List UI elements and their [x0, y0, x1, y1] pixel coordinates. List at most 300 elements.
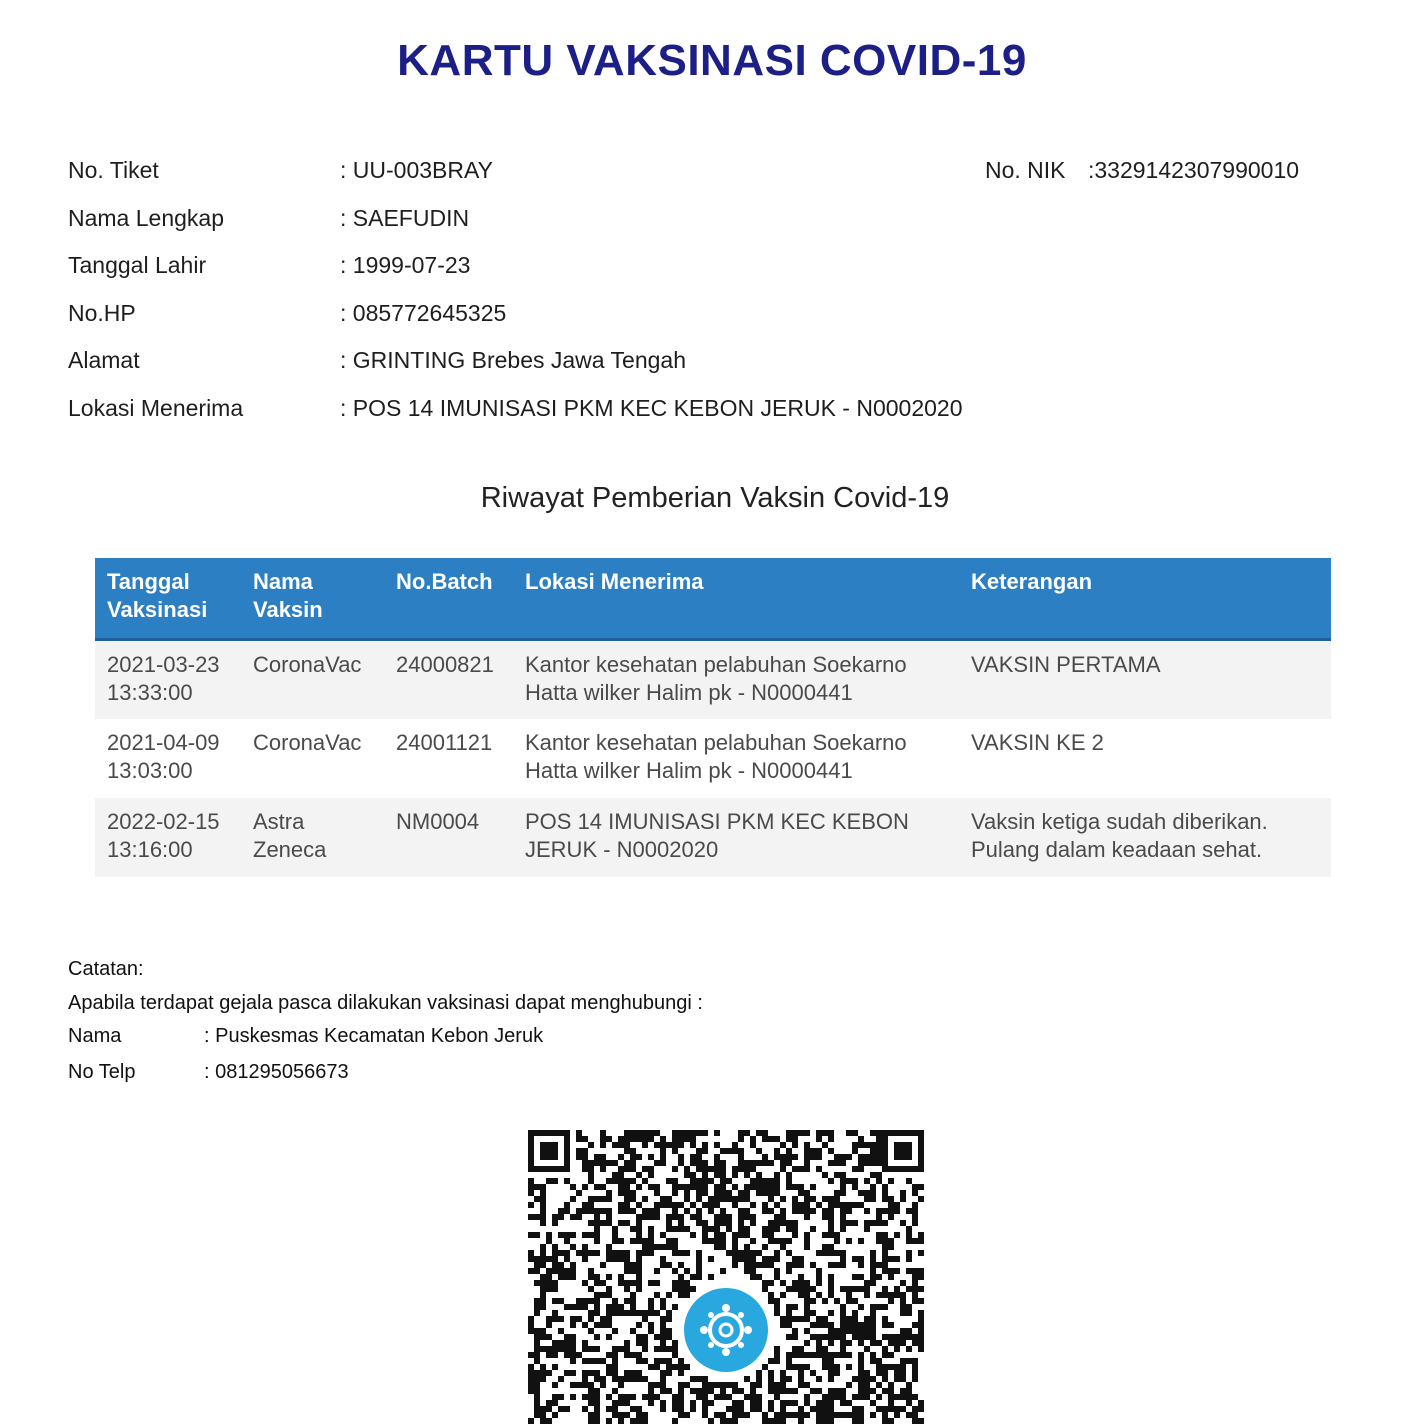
qr-module: [660, 1298, 666, 1304]
qr-module: [774, 1352, 780, 1358]
qr-module: [750, 1238, 756, 1244]
qr-module: [774, 1412, 780, 1418]
qr-module: [804, 1190, 810, 1196]
qr-module: [774, 1178, 780, 1184]
qr-module: [774, 1214, 780, 1220]
qr-module: [708, 1400, 714, 1406]
phone-label: No.HP: [68, 300, 136, 326]
qr-module: [798, 1256, 804, 1262]
qr-module: [780, 1238, 786, 1244]
qr-module: [636, 1268, 642, 1274]
qr-module: [552, 1250, 558, 1256]
qr-module: [816, 1418, 822, 1424]
qr-module: [540, 1334, 546, 1340]
qr-module: [528, 1214, 534, 1220]
qr-module: [852, 1166, 858, 1172]
qr-module: [726, 1406, 732, 1412]
qr-module: [846, 1328, 852, 1334]
qr-module: [546, 1232, 552, 1238]
qr-module: [894, 1268, 900, 1274]
qr-module: [900, 1376, 906, 1382]
qr-module: [744, 1190, 750, 1196]
qr-module: [870, 1334, 876, 1340]
qr-module: [648, 1364, 654, 1370]
qr-module: [840, 1208, 846, 1214]
qr-module: [678, 1370, 684, 1376]
qr-module: [528, 1388, 534, 1394]
qr-module: [888, 1268, 894, 1274]
qr-module: [558, 1328, 564, 1334]
qr-module: [732, 1196, 738, 1202]
qr-module: [714, 1202, 720, 1208]
qr-module: [624, 1268, 630, 1274]
qr-module: [798, 1364, 804, 1370]
qr-module: [570, 1304, 576, 1310]
qr-module: [684, 1208, 690, 1214]
qr-module: [894, 1292, 900, 1298]
qr-module: [840, 1286, 846, 1292]
qr-module: [588, 1412, 594, 1418]
qr-module: [648, 1382, 654, 1388]
qr-module: [858, 1238, 864, 1244]
qr-module: [576, 1190, 582, 1196]
qr-module: [564, 1268, 570, 1274]
qr-module: [780, 1322, 786, 1328]
qr-module: [618, 1154, 624, 1160]
qr-module: [720, 1244, 726, 1250]
qr-module: [768, 1220, 774, 1226]
qr-module: [570, 1370, 576, 1376]
qr-module: [804, 1208, 810, 1214]
qr-module: [702, 1382, 708, 1388]
qr-module: [876, 1304, 882, 1310]
qr-module: [714, 1160, 720, 1166]
qr-module: [738, 1406, 744, 1412]
qr-module: [564, 1304, 570, 1310]
qr-module: [786, 1268, 792, 1274]
qr-module: [534, 1406, 540, 1412]
qr-module: [666, 1316, 672, 1322]
qr-module: [618, 1250, 624, 1256]
qr-module: [540, 1262, 546, 1268]
qr-module: [612, 1172, 618, 1178]
qr-module: [762, 1262, 768, 1268]
qr-module: [624, 1346, 630, 1352]
qr-module: [840, 1250, 846, 1256]
qr-module: [606, 1256, 612, 1262]
qr-module: [834, 1160, 840, 1166]
qr-module: [630, 1160, 636, 1166]
qr-module: [534, 1310, 540, 1316]
qr-module: [636, 1130, 642, 1136]
qr-module: [798, 1418, 804, 1424]
qr-module: [720, 1208, 726, 1214]
qr-module: [690, 1274, 696, 1280]
qr-module: [810, 1148, 816, 1154]
qr-module: [564, 1334, 570, 1340]
qr-module: [630, 1154, 636, 1160]
qr-module: [540, 1328, 546, 1334]
qr-module: [594, 1274, 600, 1280]
qr-module: [702, 1202, 708, 1208]
qr-module: [894, 1394, 900, 1400]
qr-module: [618, 1256, 624, 1262]
qr-module: [690, 1178, 696, 1184]
qr-module: [696, 1376, 702, 1382]
qr-module: [876, 1148, 882, 1154]
qr-module: [852, 1412, 858, 1418]
qr-module: [672, 1244, 678, 1250]
qr-module: [828, 1340, 834, 1346]
qr-module: [900, 1394, 906, 1400]
qr-module: [822, 1352, 828, 1358]
qr-module: [738, 1130, 744, 1136]
qr-module: [864, 1370, 870, 1376]
qr-module: [840, 1316, 846, 1322]
qr-module: [858, 1160, 864, 1166]
ticket-label: No. Tiket: [68, 157, 159, 183]
qr-module: [588, 1274, 594, 1280]
qr-module: [660, 1370, 666, 1376]
qr-module: [756, 1274, 762, 1280]
qr-module: [804, 1238, 810, 1244]
qr-module: [804, 1202, 810, 1208]
qr-module: [708, 1388, 714, 1394]
qr-module: [606, 1286, 612, 1292]
qr-module: [726, 1190, 732, 1196]
qr-module: [708, 1208, 714, 1214]
qr-module: [612, 1160, 618, 1166]
qr-module: [894, 1334, 900, 1340]
qr-module: [852, 1310, 858, 1316]
qr-module: [708, 1274, 714, 1280]
qr-module: [840, 1202, 846, 1208]
qr-module: [780, 1370, 786, 1376]
qr-module: [804, 1316, 810, 1322]
qr-module: [870, 1130, 876, 1136]
qr-module: [858, 1274, 864, 1280]
qr-module: [636, 1226, 642, 1232]
qr-module: [648, 1280, 654, 1286]
qr-module: [900, 1340, 906, 1346]
qr-module: [774, 1250, 780, 1256]
qr-module: [828, 1418, 834, 1424]
qr-module: [882, 1238, 888, 1244]
qr-module: [708, 1196, 714, 1202]
qr-module: [816, 1250, 822, 1256]
qr-module: [672, 1208, 678, 1214]
qr-module: [774, 1190, 780, 1196]
contact-name-label: Nama: [68, 1025, 122, 1047]
qr-module: [816, 1292, 822, 1298]
qr-module: [870, 1220, 876, 1226]
qr-module: [810, 1154, 816, 1160]
qr-module: [762, 1208, 768, 1214]
qr-module: [630, 1418, 636, 1424]
qr-module: [648, 1388, 654, 1394]
qr-module: [732, 1250, 738, 1256]
qr-module: [768, 1238, 774, 1244]
qr-module: [684, 1412, 690, 1418]
qr-module: [738, 1190, 744, 1196]
qr-module: [720, 1238, 726, 1244]
qr-module: [804, 1292, 810, 1298]
qr-module: [696, 1214, 702, 1220]
qr-module: [834, 1172, 840, 1178]
qr-module: [636, 1250, 642, 1256]
qr-module: [600, 1184, 606, 1190]
qr-module: [672, 1286, 678, 1292]
qr-module: [798, 1370, 804, 1376]
qr-module: [900, 1298, 906, 1304]
qr-module: [798, 1274, 804, 1280]
qr-module: [624, 1148, 630, 1154]
qr-module: [768, 1256, 774, 1262]
qr-finder-top-right: [882, 1130, 924, 1172]
qr-module: [702, 1226, 708, 1232]
qr-module: [792, 1196, 798, 1202]
qr-module: [732, 1382, 738, 1388]
qr-module: [612, 1364, 618, 1370]
qr-module: [774, 1154, 780, 1160]
qr-module: [906, 1346, 912, 1352]
qr-module: [822, 1214, 828, 1220]
qr-module: [804, 1352, 810, 1358]
qr-module: [828, 1148, 834, 1154]
qr-module: [894, 1412, 900, 1418]
qr-module: [738, 1400, 744, 1406]
qr-module: [870, 1184, 876, 1190]
qr-module: [870, 1388, 876, 1394]
qr-module: [864, 1280, 870, 1286]
qr-module: [720, 1196, 726, 1202]
qr-module: [804, 1340, 810, 1346]
qr-module: [666, 1244, 672, 1250]
qr-module: [642, 1136, 648, 1142]
qr-module: [588, 1370, 594, 1376]
qr-module: [870, 1412, 876, 1418]
qr-module: [630, 1190, 636, 1196]
qr-module: [648, 1214, 654, 1220]
qr-module: [858, 1142, 864, 1148]
table-header-row: [95, 558, 1331, 640]
qr-module: [876, 1382, 882, 1388]
qr-module: [594, 1418, 600, 1424]
qr-module: [636, 1406, 642, 1412]
qr-module: [594, 1226, 600, 1232]
qr-module: [558, 1274, 564, 1280]
qr-module: [780, 1316, 786, 1322]
qr-module: [780, 1382, 786, 1388]
qr-module: [888, 1208, 894, 1214]
qr-module: [876, 1220, 882, 1226]
qr-module: [696, 1262, 702, 1268]
qr-module: [906, 1382, 912, 1388]
qr-module: [882, 1388, 888, 1394]
qr-module: [666, 1178, 672, 1184]
qr-module: [768, 1190, 774, 1196]
qr-module: [882, 1322, 888, 1328]
qr-module: [594, 1184, 600, 1190]
qr-module: [666, 1370, 672, 1376]
qr-module: [774, 1394, 780, 1400]
qr-module: [822, 1142, 828, 1148]
address-value: : GRINTING Brebes Jawa Tengah: [340, 345, 686, 375]
qr-module: [552, 1364, 558, 1370]
qr-module: [636, 1220, 642, 1226]
qr-module: [762, 1154, 768, 1160]
qr-module: [588, 1196, 594, 1202]
qr-module: [642, 1214, 648, 1220]
qr-module: [660, 1244, 666, 1250]
qr-module: [870, 1268, 876, 1274]
qr-module: [654, 1214, 660, 1220]
qr-module: [792, 1226, 798, 1232]
qr-module: [858, 1136, 864, 1142]
qr-module: [636, 1286, 642, 1292]
qr-module: [672, 1142, 678, 1148]
qr-module: [750, 1184, 756, 1190]
qr-module: [900, 1406, 906, 1412]
qr-module: [654, 1346, 660, 1352]
qr-module: [558, 1316, 564, 1322]
qr-module: [570, 1196, 576, 1202]
qr-module: [882, 1196, 888, 1202]
qr-module: [906, 1226, 912, 1232]
ticket-value: : UU-003BRAY: [340, 155, 493, 185]
qr-module: [642, 1208, 648, 1214]
qr-module: [858, 1256, 864, 1262]
qr-module: [744, 1244, 750, 1250]
qr-module: [690, 1202, 696, 1208]
qr-module: [594, 1232, 600, 1238]
qr-module: [630, 1370, 636, 1376]
qr-module: [618, 1238, 624, 1244]
qr-module: [624, 1130, 630, 1136]
qr-module: [648, 1226, 654, 1232]
qr-module: [864, 1394, 870, 1400]
qr-module: [858, 1412, 864, 1418]
qr-module: [792, 1130, 798, 1136]
qr-module: [744, 1250, 750, 1256]
qr-module: [738, 1160, 744, 1166]
qr-module: [786, 1388, 792, 1394]
qr-module: [588, 1358, 594, 1364]
qr-module: [630, 1352, 636, 1358]
contact-phone: [68, 1058, 349, 1086]
birth-value: : 1999-07-23: [340, 250, 470, 280]
qr-module: [906, 1256, 912, 1262]
qr-module: [612, 1370, 618, 1376]
qr-module: [798, 1166, 804, 1172]
qr-module: [582, 1208, 588, 1214]
qr-module: [552, 1256, 558, 1262]
qr-module: [918, 1340, 924, 1346]
qr-module: [918, 1346, 924, 1352]
qr-module: [876, 1292, 882, 1298]
qr-module: [672, 1250, 678, 1256]
qr-module: [780, 1400, 786, 1406]
qr-module: [864, 1388, 870, 1394]
qr-module: [828, 1310, 834, 1316]
qr-module: [588, 1400, 594, 1406]
contact-phone-value: : 081295056673: [204, 1061, 349, 1083]
cell-vaccine: CoronaVac: [241, 640, 384, 720]
qr-module: [774, 1184, 780, 1190]
qr-module: [642, 1376, 648, 1382]
qr-module: [642, 1346, 648, 1352]
col-header-batch: No.Batch: [384, 558, 513, 640]
qr-module: [852, 1178, 858, 1184]
qr-module: [564, 1202, 570, 1208]
qr-module: [672, 1214, 678, 1220]
qr-module: [738, 1166, 744, 1172]
qr-module: [780, 1166, 786, 1172]
qr-module: [618, 1274, 624, 1280]
qr-module: [786, 1262, 792, 1268]
qr-module: [564, 1238, 570, 1244]
qr-module: [792, 1136, 798, 1142]
qr-module: [552, 1262, 558, 1268]
qr-module: [624, 1376, 630, 1382]
qr-module: [672, 1148, 678, 1154]
qr-module: [870, 1142, 876, 1148]
qr-module: [846, 1292, 852, 1298]
qr-module: [660, 1358, 666, 1364]
qr-module: [636, 1358, 642, 1364]
qr-module: [870, 1274, 876, 1280]
qr-module: [900, 1280, 906, 1286]
qr-module: [786, 1130, 792, 1136]
qr-module: [732, 1166, 738, 1172]
qr-module: [726, 1418, 732, 1424]
qr-module: [888, 1352, 894, 1358]
qr-module: [696, 1160, 702, 1166]
qr-module: [540, 1190, 546, 1196]
qr-module: [768, 1388, 774, 1394]
qr-module: [582, 1232, 588, 1238]
qr-module: [786, 1238, 792, 1244]
qr-module: [780, 1220, 786, 1226]
qr-module: [918, 1238, 924, 1244]
qr-module: [756, 1394, 762, 1400]
qr-module: [720, 1418, 726, 1424]
qr-module: [588, 1286, 594, 1292]
qr-module: [648, 1154, 654, 1160]
qr-module: [732, 1232, 738, 1238]
qr-module: [846, 1412, 852, 1418]
qr-module: [558, 1346, 564, 1352]
qr-module: [798, 1352, 804, 1358]
qr-module: [630, 1406, 636, 1412]
qr-module: [774, 1274, 780, 1280]
qr-module: [768, 1400, 774, 1406]
cell-location: Kantor kesehatan pelabuhan Soekarno Hatta wilker Halim pk - N0000441: [513, 640, 959, 720]
qr-module: [690, 1130, 696, 1136]
qr-module: [696, 1130, 702, 1136]
qr-module: [534, 1214, 540, 1220]
qr-module: [660, 1196, 666, 1202]
qr-module: [900, 1328, 906, 1334]
qr-module: [822, 1232, 828, 1238]
qr-module: [738, 1388, 744, 1394]
qr-module: [858, 1376, 864, 1382]
qr-module: [882, 1316, 888, 1322]
qr-module: [648, 1232, 654, 1238]
qr-module: [636, 1322, 642, 1328]
qr-module: [732, 1412, 738, 1418]
qr-module: [624, 1190, 630, 1196]
